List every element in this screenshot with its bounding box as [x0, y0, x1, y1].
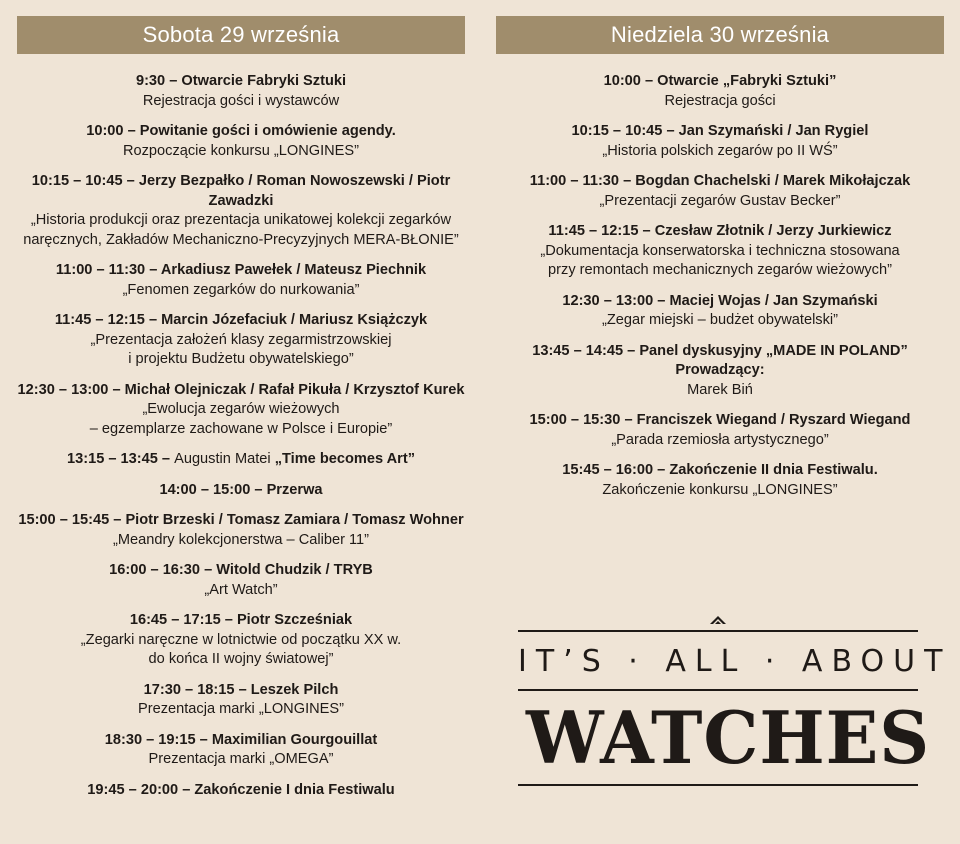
schedule-item-description: przy remontach mechanicznych zegarów wieżowych” [548, 262, 892, 278]
schedule-item-title: Michał Olejniczak / Rafał Pikuła / Krzysztof Kurek [124, 381, 465, 398]
schedule-item-description: Rozpoczącie konkursu „LONGINES” [122, 142, 359, 159]
schedule-item-title: Czesław Złotnik / Jerzy Jurkiewicz [654, 223, 892, 239]
schedule-item-title: Otwarcie „Fabryki Sztuki” [657, 73, 837, 89]
schedule-item-heading [17, 511, 465, 531]
schedule-item-time: 18:30 – 19:15 – [104, 731, 212, 748]
schedule-item-heading [17, 172, 465, 211]
schedule-item-time: 19:45 – 20:00 – [87, 781, 195, 798]
schedule-item-title: Leszek Pilch [250, 681, 339, 698]
schedule-item [17, 781, 465, 801]
schedule-item-title: Bogdan Chachelski / Marek Mikołajczak [635, 173, 911, 189]
schedule-item-time: 16:00 – 16:30 – [109, 562, 217, 578]
schedule-item-heading [17, 122, 465, 142]
schedule-item-title: Piotr Szcześniak [236, 612, 353, 628]
schedule-item-title: Arkadiusz Pawełek / Mateusz Piechnik [160, 262, 427, 278]
schedule-item-title: Zakończenie I dnia Festiwalu [194, 781, 395, 798]
schedule-item-heading [496, 222, 944, 242]
schedule-item [17, 561, 465, 600]
schedule-item-title: Panel dyskusyjny „MADE IN POLAND” [639, 342, 908, 359]
schedule-item [17, 511, 465, 550]
sunday-events [496, 72, 944, 500]
schedule-item-time: 12:30 – 13:00 – [17, 381, 125, 398]
schedule-item [17, 172, 465, 250]
schedule-item [17, 311, 465, 370]
schedule-item [496, 411, 944, 450]
schedule-item-description: i projektu Budżetu obywatelskiego” [128, 351, 354, 367]
schedule-item-title: Powitanie gości i omówienie agendy. [139, 123, 396, 139]
schedule-item-time: 10:15 – 10:45 – [571, 123, 679, 139]
schedule-item-heading [496, 122, 944, 142]
schedule-item-time: 15:45 – 16:00 – [562, 462, 670, 478]
schedule-item [17, 450, 465, 470]
schedule-item [496, 342, 944, 401]
schedule-item [17, 611, 465, 670]
schedule-item-heading [17, 561, 465, 581]
schedule-item-heading [17, 611, 465, 631]
schedule-item-host-label: Prowadzący: [675, 362, 765, 378]
schedule-item-time: 13:45 – 14:45 – [532, 342, 640, 359]
schedule-item-description: naręcznych, Zakładów Mechaniczno-Precyzyjnych MERA-BŁONIE” [23, 231, 459, 248]
schedule-item-heading [496, 172, 944, 192]
its-all-about-watches-logo [518, 614, 952, 794]
sunday-header: Niedziela 30 września [496, 16, 944, 54]
schedule-item-description: „Parada rzemiosła artystycznego” [611, 431, 829, 448]
schedule-item-description: do końca II wojny światowej” [148, 651, 334, 667]
schedule-item-time: 11:00 – 11:30 – [529, 173, 636, 189]
schedule-item-title: Zakończenie II dnia Festiwalu. [669, 462, 878, 478]
schedule-item [496, 122, 944, 161]
schedule-item [496, 292, 944, 331]
schedule-item-time: 17:30 – 18:15 – [143, 681, 251, 698]
schedule-item-time: 14:00 – 15:00 – [159, 481, 267, 498]
schedule-item-description: Zakończenie konkursu „LONGINES” [602, 481, 838, 498]
schedule-item [17, 731, 465, 770]
schedule-item-title: Maximilian Gourgouillat [211, 731, 378, 748]
schedule-item-description: „Ewolucja zegarów wieżowych [142, 401, 340, 417]
schedule-item [496, 72, 944, 111]
saturday-events [17, 72, 465, 800]
schedule-item [17, 72, 465, 111]
logo-rule-bottom [518, 784, 918, 786]
schedule-item-heading [17, 450, 465, 470]
schedule-item-description: „Zegar miejski – budżet obywatelski” [601, 312, 839, 328]
schedule-item-time: 16:45 – 17:15 – [129, 612, 237, 628]
schedule-item [496, 222, 944, 281]
schedule-item [17, 122, 465, 161]
schedule-item-description: „Prezentacji zegarów Gustav Becker” [599, 192, 841, 209]
saturday-header: Sobota 29 września [17, 16, 465, 54]
schedule-item-description: Prezentacja marki „LONGINES” [138, 701, 344, 717]
saturday-column [17, 16, 465, 811]
schedule-item-heading [17, 381, 465, 401]
schedule-item-time: 12:30 – 13:00 – [562, 292, 670, 309]
schedule-item-speaker: Augustin Matei [174, 451, 275, 467]
schedule-item-heading [496, 411, 944, 431]
schedule-item-time: 11:00 – 11:30 – [55, 262, 161, 278]
schedule-item-title: Jan Szymański / Jan Rygiel [678, 123, 869, 139]
schedule-item-host: Marek Biń [687, 381, 753, 398]
schedule-item-time: 9:30 – [135, 73, 182, 89]
schedule-item-description: „Meandry kolekcjonerstwa – Caliber 11” [112, 531, 370, 548]
schedule-item-time: 10:00 – [86, 123, 140, 139]
schedule-item-description: „Dokumentacja konserwatorska i techniczna stosowana [540, 242, 900, 259]
chevron-ornament-icon [710, 614, 726, 624]
schedule-item-heading [496, 461, 944, 481]
schedule-item-description: Prezentacja marki „OMEGA” [148, 751, 334, 767]
schedule-item-heading [17, 311, 465, 331]
schedule-item-description: Rejestracja gości [664, 92, 776, 109]
schedule-item-heading [17, 72, 465, 92]
schedule-item [496, 461, 944, 500]
schedule-item [17, 481, 465, 501]
schedule-item-title: „Time becomes Art” [274, 451, 415, 467]
schedule-item-heading [17, 261, 465, 281]
schedule-item-title: Otwarcie Fabryki Sztuki [181, 73, 347, 89]
logo-rule-top [518, 630, 918, 632]
schedule-item [496, 172, 944, 211]
schedule-item-title: Przerwa [266, 481, 323, 498]
schedule-item-heading [496, 292, 944, 312]
schedule-item-heading [496, 342, 944, 362]
sunday-column [496, 16, 944, 511]
schedule-item-description: – egzemplarze zachowane w Polsce i Europie” [89, 420, 393, 437]
schedule-item-time: 11:45 – 12:15 – [548, 223, 655, 239]
schedule-item-title: Maciej Wojas / Jan Szymański [669, 292, 878, 309]
schedule-item [17, 261, 465, 300]
schedule-item-description: „Historia polskich zegarów po II WŚ” [602, 142, 838, 159]
schedule-item [17, 681, 465, 720]
schedule-item-time: 13:15 – 13:45 – [66, 451, 175, 467]
schedule-item-time: 10:15 – 10:45 – [31, 173, 139, 189]
schedule-item-title: Witold Chudzik / TRYB [216, 562, 373, 578]
logo-tagline: IT’S · ALL · ABOUT [518, 644, 952, 679]
logo-wordmark: WATCHES [526, 695, 931, 780]
schedule-item-description: „Prezentacja założeń klasy zegarmistrzowskiej [90, 331, 392, 348]
schedule-item-description: „Zegarki naręczne w lotnictwie od początku XX w. [80, 631, 402, 648]
schedule-item-title: Piotr Brzeski / Tomasz Zamiara / Tomasz Wohner [125, 512, 464, 528]
schedule-item-time: 15:00 – 15:30 – [529, 412, 637, 428]
schedule-item-heading [17, 681, 465, 701]
schedule-item-time: 15:00 – 15:45 – [18, 512, 126, 528]
schedule-item-description: „Fenomen zegarków do nurkowania” [122, 281, 360, 298]
schedule-item-time: 11:45 – 12:15 – [54, 312, 162, 328]
schedule-item-title: Franciszek Wiegand / Ryszard Wiegand [636, 412, 911, 428]
logo-rule-middle [518, 689, 918, 691]
schedule-item-heading [496, 72, 944, 92]
schedule-item-description: „Art Watch” [204, 581, 278, 598]
schedule-item-time: 10:00 – [603, 73, 658, 89]
schedule-item-title: Marcin Józefaciuk / Mariusz Książczyk [161, 312, 428, 328]
schedule-item-description: „Historia produkcji oraz prezentacja unikatowej kolekcji zegarków [30, 212, 452, 228]
schedule-item-heading [17, 731, 465, 751]
schedule-item-heading [17, 481, 465, 501]
schedule-item-heading [17, 781, 465, 801]
schedule-item-description: Rejestracja gości i wystawców [142, 92, 340, 109]
schedule-item-title: Jerzy Bezpałko / Roman Nowoszewski / Piotr Zawadzki [138, 173, 451, 209]
schedule-item [17, 381, 465, 440]
